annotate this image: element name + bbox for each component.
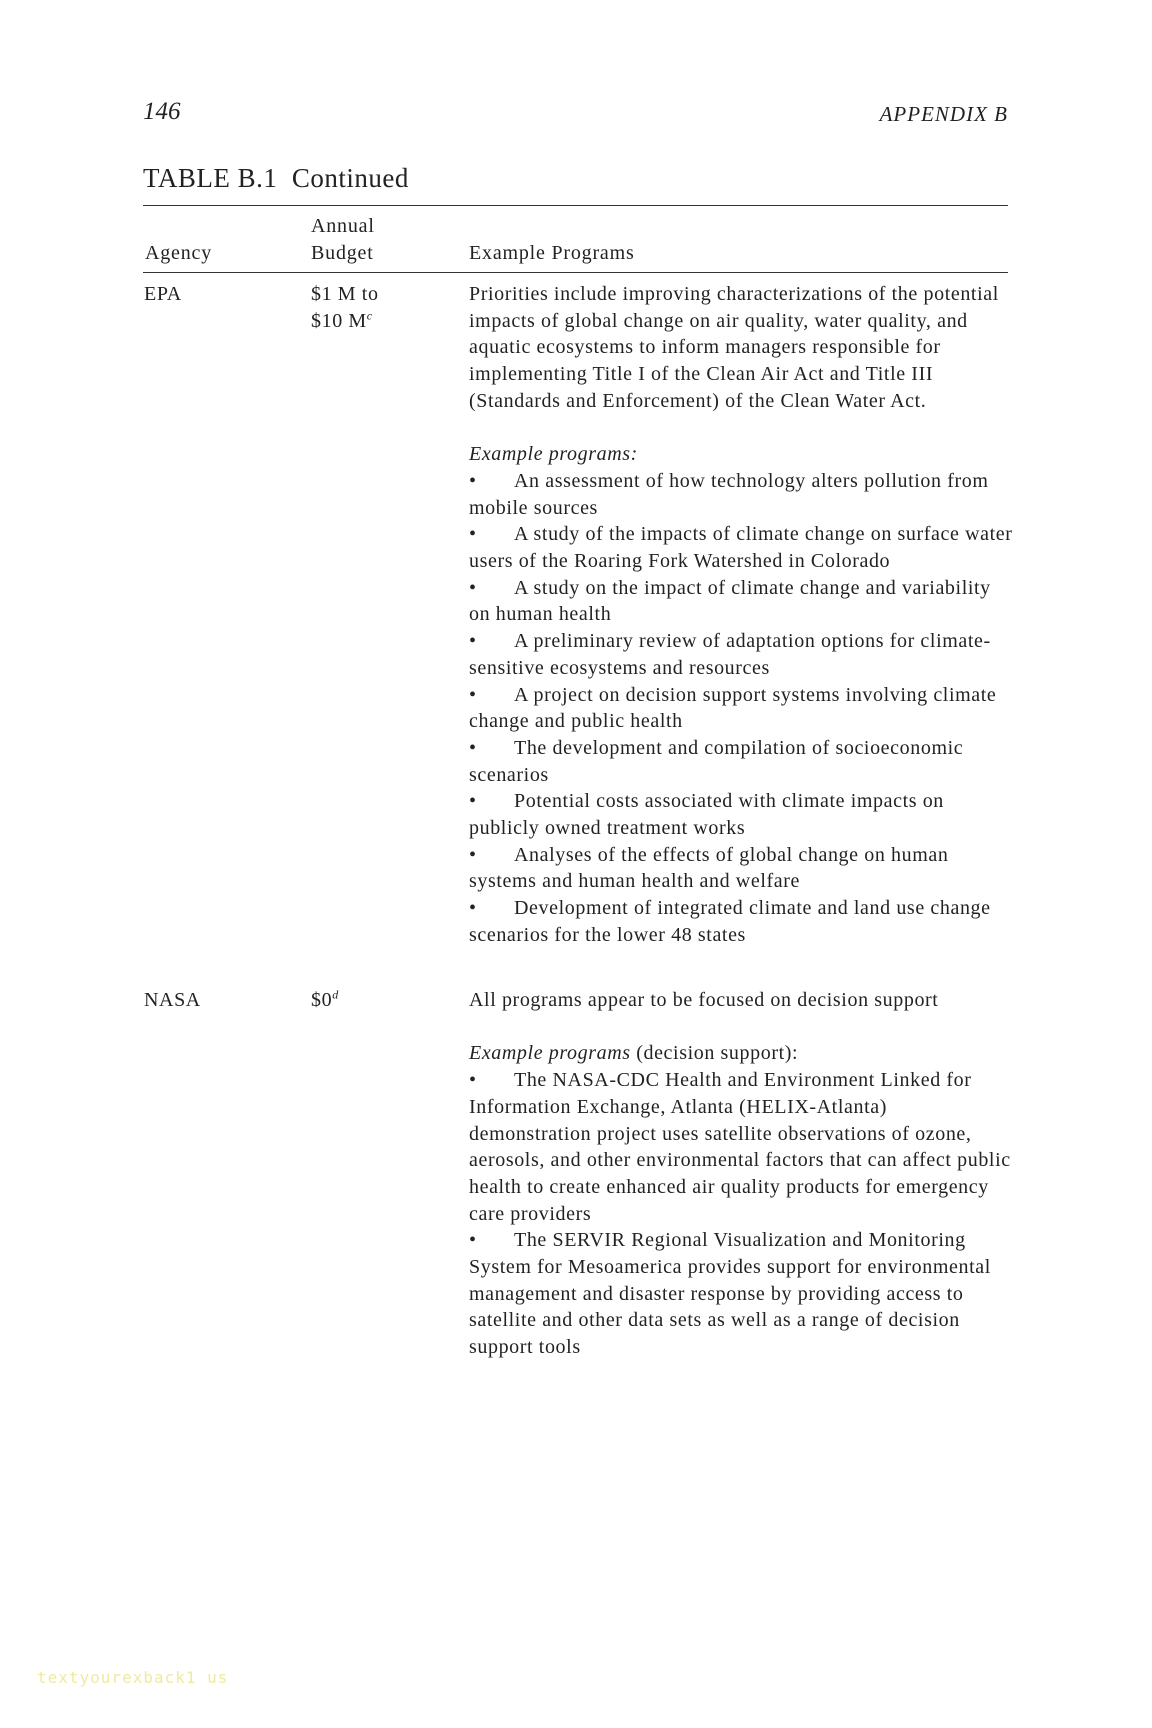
list-item — [469, 1067, 1014, 1227]
row-nasa-programs — [469, 987, 1014, 1361]
row-epa-budget-footnote: c — [366, 308, 373, 323]
bullet-icon: • — [469, 1229, 477, 1252]
bullet-icon: • — [469, 843, 477, 866]
bullet-text: Analyses of the effects of global change on human systems and human health and welfare — [469, 843, 949, 893]
bullet-text: A study on the impact of climate change and variability on human health — [469, 576, 991, 626]
list-item — [469, 1227, 1014, 1361]
header-agency: Agency — [145, 242, 212, 264]
table-top-rule — [143, 205, 1008, 206]
list-item — [469, 842, 1014, 895]
row-nasa-description: All programs appear to be focused on decision support — [469, 989, 939, 1011]
bullet-text: An assessment of how technology alters pollution from mobile sources — [469, 469, 989, 519]
row-nasa-example-heading-text: Example programs — [469, 1042, 631, 1065]
bullet-icon: • — [469, 790, 477, 813]
bullet-icon: • — [469, 897, 477, 920]
row-nasa-budget-value: $0 — [311, 989, 333, 1011]
bullet-icon: • — [469, 576, 477, 599]
bullet-icon: • — [469, 1069, 477, 1092]
page-number: 146 — [143, 98, 181, 125]
list-item — [469, 735, 1014, 788]
bullet-icon: • — [469, 736, 477, 759]
row-epa-description: Priorities include improving characterizations of the potential impacts of global change on air quality, water quality, and aquatic ecosystems to inform managers responsible for implementing Title I of the Clean Air Act and Title III (Standards and Enforcement) of the Clean Water Act. — [469, 283, 999, 412]
row-nasa-budget-footnote: d — [332, 987, 339, 1002]
bullet-icon: • — [469, 469, 477, 492]
bullet-text: A project on decision support systems involving climate change and public health — [469, 683, 997, 733]
row-epa-programs — [469, 281, 1014, 949]
row-epa-example-heading — [469, 441, 1014, 468]
header-budget-line2: Budget — [311, 242, 374, 264]
list-item — [469, 682, 1014, 735]
list-item — [469, 788, 1014, 841]
row-epa-agency: EPA — [144, 283, 182, 305]
header-programs: Example Programs — [469, 242, 635, 264]
row-nasa-budget — [311, 987, 339, 1014]
list-item — [469, 895, 1014, 948]
list-item — [469, 575, 1014, 628]
bullet-icon: • — [469, 523, 477, 546]
list-item — [469, 521, 1014, 574]
row-epa-budget-value: $10 M — [311, 309, 367, 332]
bullet-text: A preliminary review of adaptation options for climate-sensitive ecosystems and resources — [469, 630, 991, 679]
row-epa-budget — [311, 281, 379, 334]
bullet-text: The NASA-CDC Health and Environment Linked for Information Exchange, Atlanta (HELIX-Atlanta) demonstration project uses satellite observations of ozone, aerosols, and other environmental factors that can affect public health to create enhanced air quality products for emergency care providers — [469, 1069, 1011, 1225]
bullet-icon: • — [469, 683, 477, 706]
table-header-rule — [143, 272, 1008, 273]
bullet-text: The development and compilation of socioeconomic scenarios — [469, 736, 964, 786]
row-epa-budget-line2 — [311, 308, 379, 335]
row-epa-budget-line1: $1 M to — [311, 283, 379, 305]
row-nasa-bullet-list — [469, 1067, 1014, 1361]
bullet-icon: • — [469, 630, 477, 653]
header-budget — [311, 213, 375, 267]
table-title: TABLE B.1 Continued — [143, 163, 409, 193]
row-epa-bullet-list — [469, 468, 1014, 949]
bullet-text: The SERVIR Regional Visualization and Monitoring System for Mesoamerica provides support for environmental management and disaster response by providing access to satellite and other data sets as well as a range of decision support tools — [469, 1229, 991, 1359]
list-item — [469, 628, 1014, 681]
header-budget-line1: Annual — [311, 215, 375, 237]
running-head: APPENDIX B — [879, 102, 1008, 126]
list-item — [469, 468, 1014, 521]
bullet-text: Development of integrated climate and land use change scenarios for the lower 48 states — [469, 897, 991, 946]
row-epa-example-heading-text: Example programs: — [469, 443, 638, 466]
row-nasa-example-heading-suffix: (decision support): — [630, 1042, 799, 1065]
row-nasa-example-heading — [469, 1040, 1014, 1067]
watermark: textyourexback1 us — [37, 1668, 229, 1687]
bullet-text: Potential costs associated with climate impacts on publicly owned treatment works — [469, 790, 944, 840]
bullet-text: A study of the impacts of climate change on surface water users of the Roaring Fork Watershed in Colorado — [469, 523, 1013, 573]
row-nasa-agency: NASA — [144, 989, 201, 1011]
